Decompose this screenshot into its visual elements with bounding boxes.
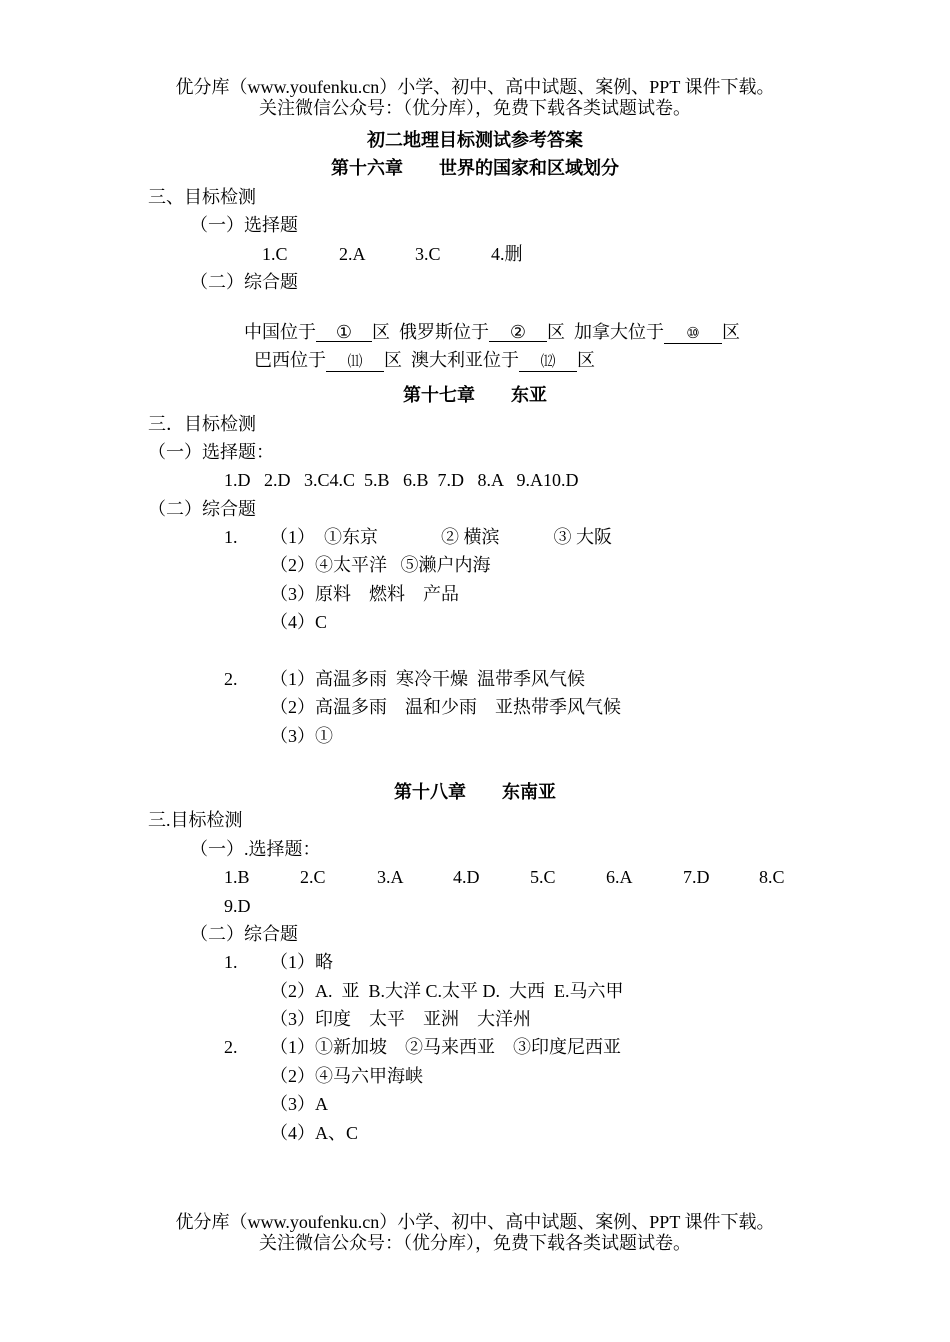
ch18-answer: 3.A <box>377 867 404 887</box>
ch16-answer: 1.C <box>262 244 288 264</box>
ch17-section-heading: 三．目标检测 <box>148 414 256 434</box>
ch18-q1-answer: （1）略 <box>270 952 333 972</box>
location-label: 澳大利亚位于 <box>411 350 519 370</box>
location-label: 俄罗斯位于 <box>399 322 489 342</box>
chapter-17-title: 第十七章 东亚 <box>403 385 547 405</box>
ch16-choice-heading: （一）选择题 <box>190 215 298 235</box>
ch18-q2-answer: （4）A、C <box>270 1123 359 1143</box>
header-line-1: 优分库（www.youfenku.cn）小学、初中、高中试题、案例、PPT 课件下载。 <box>175 77 775 97</box>
ch17-q1-answer: （2）④太平洋 ⑤濑户内海 <box>270 555 491 575</box>
header-line-2: 关注微信公众号：（优分库），免费下载各类试题试卷。 <box>259 98 691 118</box>
fill-blank: ⑾ <box>326 353 384 372</box>
location-label: 加拿大位于 <box>574 322 664 342</box>
ch18-section-heading: 三.目标检测 <box>148 810 243 830</box>
ch17-q1-answer: （1） ①东京 ② 横滨 ③ 大阪 <box>270 527 612 547</box>
fill-blank: ② <box>489 323 547 342</box>
footer-line-2: 关注微信公众号：（优分库），免费下载各类试题试卷。 <box>259 1233 691 1253</box>
chapter-18-title: 第十八章 东南亚 <box>394 782 556 802</box>
location-suffix: 区 <box>547 322 565 342</box>
ch18-q2-answer: （1）①新加坡 ②马来西亚 ③印度尼西亚 <box>270 1037 621 1057</box>
location-label: 巴西位于 <box>254 350 326 370</box>
ch18-answer: 7.D <box>683 867 710 887</box>
location-suffix: 区 <box>577 350 595 370</box>
ch17-question-number: 2. <box>224 669 238 689</box>
document-title: 初二地理目标测试参考答案 <box>367 130 583 150</box>
ch16-location-row-2 <box>245 327 595 372</box>
fill-blank: ① <box>316 323 372 342</box>
chapter-16-title: 第十六章 世界的国家和区域划分 <box>331 158 619 178</box>
ch17-q1-answer: （4）C <box>270 612 328 632</box>
ch18-answer: 5.C <box>530 867 556 887</box>
ch16-composite-heading: （二）综合题 <box>190 272 298 292</box>
footer-line-1: 优分库（www.youfenku.cn）小学、初中、高中试题、案例、PPT 课件下载。 <box>175 1212 775 1232</box>
ch16-answer: 2.A <box>339 244 366 264</box>
fill-blank: ⑿ <box>519 353 577 372</box>
ch18-answer: 2.C <box>300 867 326 887</box>
ch18-q1-answer: （3）印度 太平 亚洲 大洋州 <box>270 1009 531 1029</box>
location-label: 中国位于 <box>244 322 316 342</box>
ch18-q2-answer: （3）A <box>270 1094 328 1114</box>
ch17-choice-heading: （一）选择题： <box>148 442 274 462</box>
ch17-q1-answer: （3）原料 燃料 产品 <box>270 584 459 604</box>
ch18-answer: 4.D <box>453 867 480 887</box>
ch18-question-number: 1. <box>224 952 238 972</box>
ch18-composite-heading: （二）综合题 <box>190 924 298 944</box>
ch18-answer: 8.C <box>759 867 785 887</box>
location-suffix: 区 <box>384 350 402 370</box>
ch18-q2-answer: （2）④马六甲海峡 <box>270 1066 423 1086</box>
ch18-answer: 1.B <box>224 867 250 887</box>
fill-blank: ⑩ <box>664 325 722 344</box>
ch17-choice-answers: 1.D 2.D 3.C4.C 5.B 6.B 7.D 8.A 9.A10.D <box>224 470 579 490</box>
location-suffix: 区 <box>372 322 390 342</box>
ch17-q2-answer: （2）高温多雨 温和少雨 亚热带季风气候 <box>270 697 621 717</box>
ch18-answer: 6.A <box>606 867 633 887</box>
ch17-q2-answer: （1）高温多雨 寒冷干燥 温带季风气候 <box>270 669 585 689</box>
ch16-answer: 3.C <box>415 244 441 264</box>
ch18-q1-answer: （2）A. 亚 B.大洋 C.太平 D. 大西 E.马六甲 <box>270 981 624 1001</box>
ch18-question-number: 2. <box>224 1037 238 1057</box>
ch16-answer: 4.删 <box>491 244 523 264</box>
location-suffix: 区 <box>722 322 740 342</box>
ch17-composite-heading: （二）综合题 <box>148 499 256 519</box>
ch18-answer: 9.D <box>224 896 251 916</box>
ch17-q2-answer: （3）① <box>270 726 333 746</box>
ch18-choice-heading: （一）.选择题： <box>190 839 321 859</box>
ch17-question-number: 1. <box>224 527 238 547</box>
ch16-section-heading: 三、目标检测 <box>148 187 256 207</box>
